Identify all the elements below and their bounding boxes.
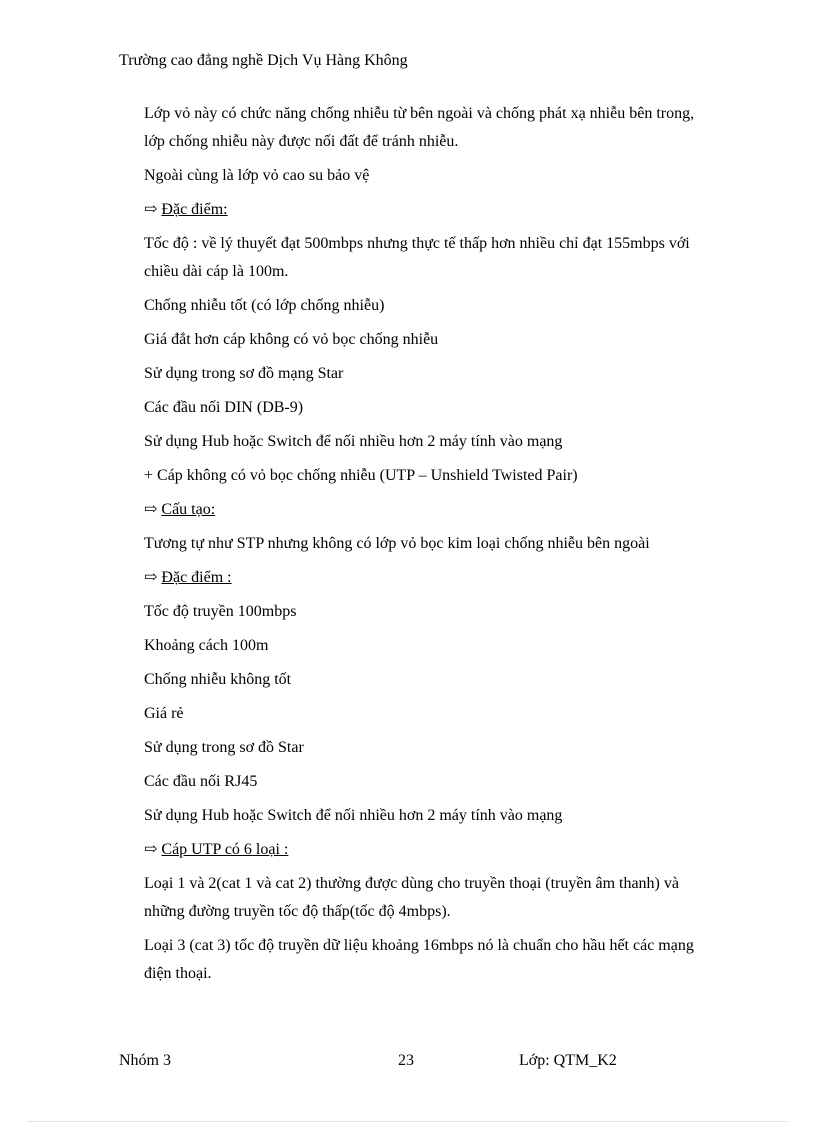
paragraph: Các đầu nối DIN (DB-9): [144, 399, 304, 416]
arrow-right-icon: ⇨: [144, 201, 158, 218]
paragraph: Sử dụng Hub hoặc Switch để nối nhiều hơn 2 máy tính vào mạng: [144, 807, 563, 824]
page-header: Trường cao đẳng nghề Dịch Vụ Hàng Không: [119, 52, 408, 69]
paragraph: Tương tự như STP nhưng không có lớp vỏ bọc kim loại chống nhiễu bên ngoài: [144, 535, 650, 552]
arrow-right-icon: ⇨: [144, 501, 158, 518]
heading-text: Cáp UTP có 6 loại :: [161, 841, 289, 858]
document-body: [144, 100, 704, 994]
section-heading: [144, 564, 704, 592]
arrow-right-icon: ⇨: [144, 569, 158, 586]
section-heading-label: [144, 836, 288, 864]
paragraph: Tốc độ : về lý thuyết đạt 500mbps nhưng thực tế thấp hơn nhiều chỉ đạt 155mbps với chiều dài cáp là 100m.: [144, 235, 690, 280]
paragraph: Loại 3 (cat 3) tốc độ truyền dữ liệu khoảng 16mbps nó là chuẩn cho hầu hết các mạng điện thoại.: [144, 937, 694, 982]
paragraph: Chống nhiễu không tốt: [144, 671, 292, 688]
page-number: 23: [398, 1052, 414, 1069]
heading-text: Cấu tạo:: [161, 501, 216, 518]
paragraph: Loại 1 và 2(cat 1 và cat 2) thường được dùng cho truyền thoại (truyền âm thanh) và những đường truyền tốc độ thấp(tốc độ 4mbps).: [144, 875, 679, 920]
heading-text: Đặc điểm:: [161, 201, 228, 218]
paragraph: Giá đắt hơn cáp không có vỏ bọc chống nhiễu: [144, 331, 439, 348]
heading-text: Đặc điểm :: [161, 569, 232, 586]
paragraph: Sử dụng trong sơ đồ mạng Star: [144, 365, 344, 382]
section-heading-label: [144, 564, 232, 592]
section-heading: [144, 836, 704, 864]
paragraph: Sử dụng trong sơ đồ Star: [144, 739, 304, 756]
paragraph: Chống nhiễu tốt (có lớp chống nhiễu): [144, 297, 385, 314]
paragraph: Sử dụng Hub hoặc Switch để nối nhiều hơn 2 máy tính vào mạng: [144, 433, 563, 450]
paragraph: Ngoài cùng là lớp vỏ cao su bảo vệ: [144, 167, 370, 184]
arrow-right-icon: ⇨: [144, 841, 158, 858]
page-bottom-rule: [28, 1121, 788, 1122]
paragraph: + Cáp không có vỏ bọc chống nhiễu (UTP – Unshield Twisted Pair): [144, 467, 578, 484]
section-heading-label: [144, 196, 228, 224]
section-heading: [144, 496, 704, 524]
footer-class: Lớp: QTM_K2: [519, 1052, 617, 1069]
paragraph: Tốc độ truyền 100mbps: [144, 603, 297, 620]
paragraph: Khoảng cách 100m: [144, 637, 269, 654]
footer-group: Nhóm 3: [119, 1052, 171, 1069]
section-heading-label: [144, 496, 215, 524]
paragraph: Các đầu nối RJ45: [144, 773, 258, 790]
paragraph: Lớp vỏ này có chức năng chống nhiễu từ bên ngoài và chống phát xạ nhiễu bên trong, lớp chống nhiễu này được nối đất để tránh nhiễu.: [144, 105, 695, 150]
section-heading: [144, 196, 704, 224]
paragraph: Giá rẻ: [144, 705, 184, 722]
